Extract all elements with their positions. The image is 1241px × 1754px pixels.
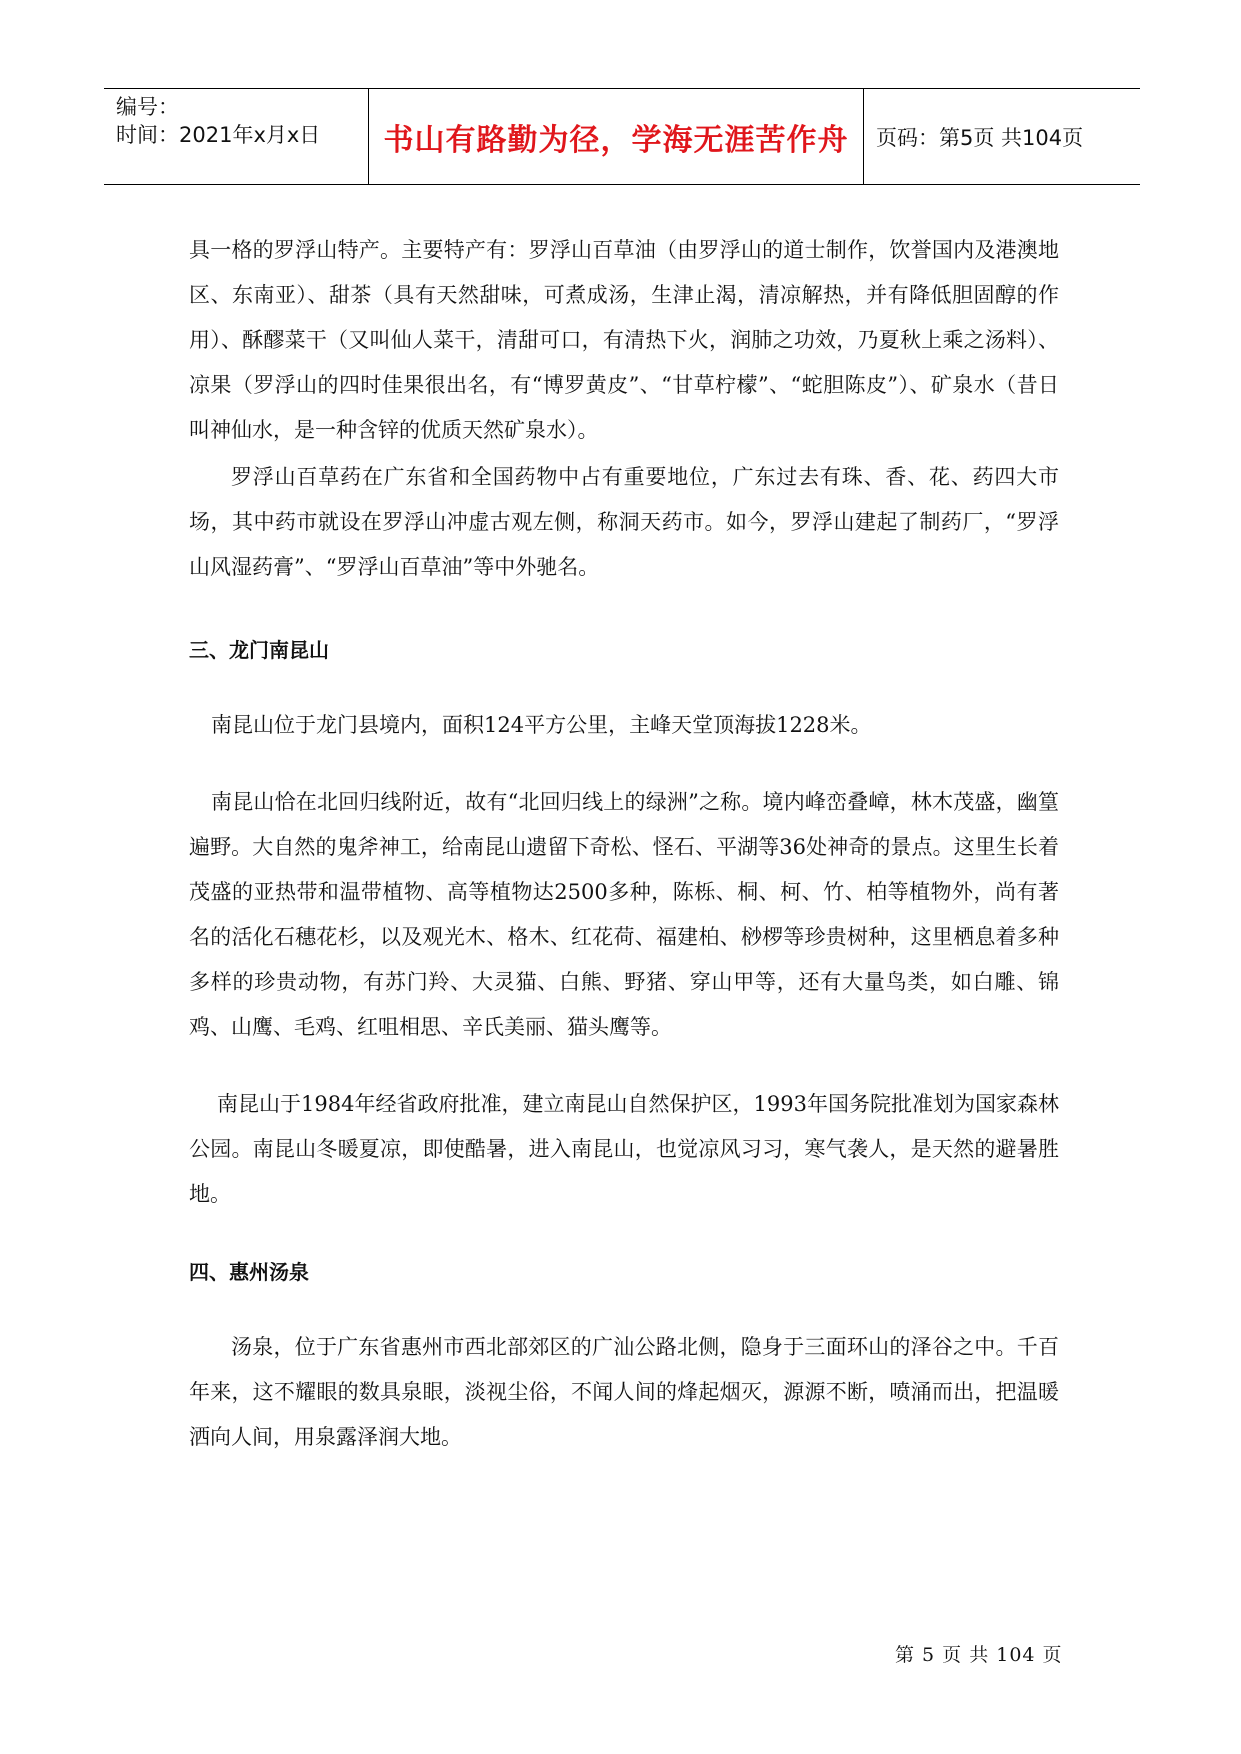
paragraph: 南昆山于1984年经省政府批准，建立南昆山自然保护区，1993年国务院批准划为国家森林公园。南昆山冬暖夏凉，即使酷暑，进入南昆山，也觉凉风习习，寒气袭人，是天然的避暑胜地。 — [189, 1092, 1059, 1206]
time-label: 时间：2021年x月x日 — [116, 123, 321, 147]
section-heading: 四、惠州汤泉 — [189, 1260, 309, 1284]
motto-text: 书山有路勤为径，学海无涯苦作舟 — [383, 122, 849, 158]
page-header — [104, 88, 1140, 185]
paragraph: 具一格的罗浮山特产。主要特产有：罗浮山百草油（由罗浮山的道士制作，饮誉国内及港澳地区、东南亚）、甜茶（具有天然甜味，可煮成汤，生津止渴，清凉解热，并有降低胆固醇的作用）、酥醪菜干（又叫仙人菜干，清甜可口，有清热下火，润肺之功效，乃夏秋上乘之汤料）、凉果（罗浮山的四时佳果很出名，有“博罗黄皮”、“甘草柠檬”、“蛇胆陈皮”）、矿泉水（昔日叫神仙水，是一种含锌的优质天然矿泉水）。 — [189, 238, 1059, 442]
paragraph: 南昆山恰在北回归线附近，故有“北回归线上的绿洲”之称。境内峰峦叠嶂，林木茂盛，幽篁遍野。大自然的鬼斧神工，给南昆山遗留下奇松、怪石、平湖等36处神奇的景点。这里生长着茂盛的亚热带和温带植物、高等植物达2500多种，陈栎、桐、柯、竹、柏等植物外，尚有著名的活化石穗花杉，以及观光木、格木、红花荷、福建柏、桫椤等珍贵树种，这里栖息着多种多样的珍贵动物，有苏门羚、大灵猫、白熊、野猪、穿山甲等，还有大量鸟类，如白雕、锦鸡、山鹰、毛鸡、红咀相思、辛氏美丽、猫头鹰等。 — [189, 790, 1059, 1039]
header-page-cell — [864, 89, 1140, 184]
header-page-label: 页码：第5页 共104页 — [876, 125, 1084, 150]
code-label: 编号： — [116, 95, 179, 119]
paragraph: 汤泉，位于广东省惠州市西北部郊区的广汕公路北侧，隐身于三面环山的泽谷之中。千百年来，这不耀眼的数具泉眼，淡视尘俗，不闻人间的烽起烟灭，源源不断，喷涌而出，把温暖洒向人间，用泉露泽润大地。 — [189, 1335, 1059, 1449]
page-footer: 第 5 页 共 104 页 — [895, 1644, 1063, 1666]
document-body — [189, 228, 1059, 1460]
header-left-cell — [104, 89, 369, 184]
section-heading: 三、龙门南昆山 — [189, 638, 329, 662]
header-motto-cell — [369, 89, 864, 184]
paragraph: 南昆山位于龙门县境内，面积124平方公里，主峰天堂顶海拔1228米。 — [211, 713, 872, 737]
paragraph: 罗浮山百草药在广东省和全国药物中占有重要地位，广东过去有珠、香、花、药四大市场，其中药市就设在罗浮山冲虚古观左侧，称洞天药市。如今，罗浮山建起了制药厂，“罗浮山风湿药膏”、“罗浮山百草油”等中外驰名。 — [189, 465, 1059, 579]
